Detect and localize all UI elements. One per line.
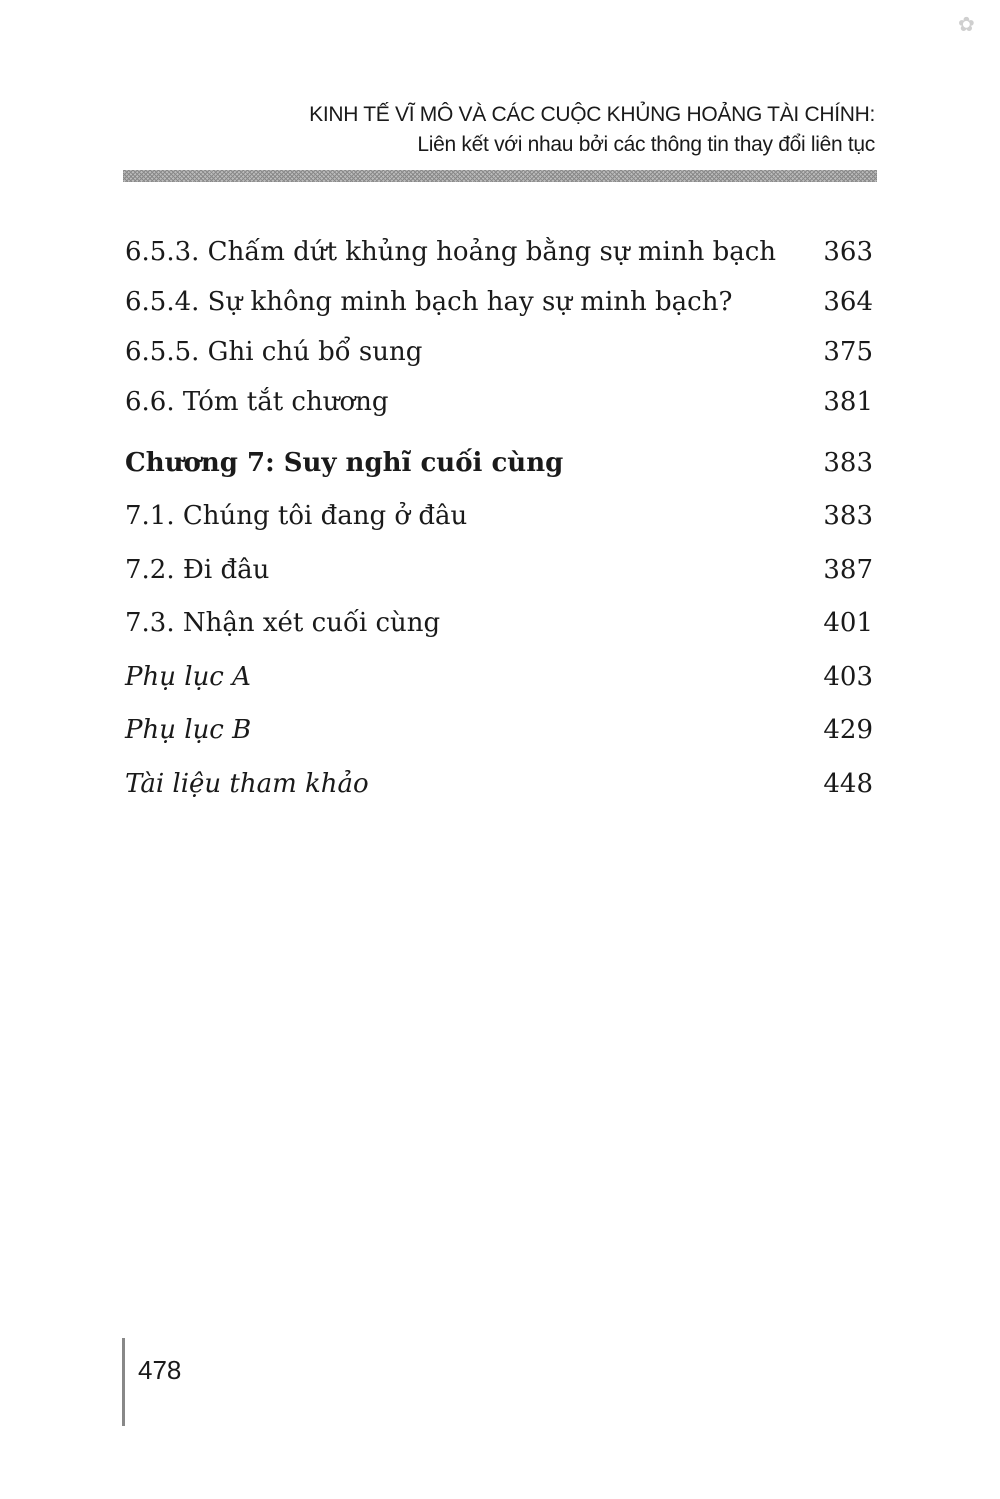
toc-entry-page: 363: [823, 237, 873, 267]
toc-entry-title: 7.2. Đi đâu: [125, 555, 270, 585]
toc-entry: [125, 386, 873, 418]
toc-entry-title: 7.1. Chúng tôi đang ở đâu: [125, 501, 468, 531]
header-divider: [123, 170, 877, 182]
page-number-rule: [122, 1338, 125, 1426]
toc-entry-title: Chương 7: Suy nghĩ cuối cùng: [125, 448, 564, 478]
toc-entry-page: 383: [823, 501, 873, 531]
running-header-title: KINH TẾ VĨ MÔ VÀ CÁC CUỘC KHỦNG HOẢNG TÀI CHÍNH:: [309, 103, 875, 126]
toc-entry-title: 6.5.5. Ghi chú bổ sung: [125, 337, 423, 367]
toc-entry-page: 375: [823, 337, 873, 367]
toc-entry-title: Phụ lục B: [125, 715, 252, 745]
toc-entry-title: Phụ lục A: [125, 662, 251, 692]
page-number: 478: [138, 1355, 182, 1385]
toc-entry-title: Tài liệu tham khảo: [125, 769, 369, 799]
flower-logo-icon: ✿: [958, 12, 975, 36]
toc-entry-page: 448: [823, 769, 873, 799]
toc-entry: [125, 236, 873, 268]
toc-entry: [125, 286, 873, 318]
toc-entry: [125, 661, 873, 693]
toc-entry: [125, 554, 873, 586]
toc-entry-title: 6.5.4. Sự không minh bạch hay sự minh bạch?: [125, 287, 733, 317]
toc-entry-page: 381: [823, 387, 873, 417]
toc-entry: [125, 768, 873, 800]
toc-entry-title: 7.3. Nhận xét cuối cùng: [125, 608, 441, 638]
toc-entry: [125, 714, 873, 746]
toc-entry-page: 387: [823, 555, 873, 585]
toc-entry-page: 383: [823, 448, 873, 478]
toc-entry: [125, 607, 873, 639]
toc-entry-page: 429: [823, 715, 873, 745]
toc-entry-page: 401: [823, 608, 873, 638]
toc-entry-page: 403: [823, 662, 873, 692]
toc-entry: [125, 447, 873, 479]
toc-entry-page: 364: [823, 287, 873, 317]
running-header-subtitle: Liên kết với nhau bởi các thông tin thay đổi liên tục: [417, 133, 875, 156]
toc-entry-title: 6.5.3. Chấm dứt khủng hoảng bằng sự minh bạch: [125, 237, 777, 267]
toc-entry: [125, 336, 873, 368]
toc-entry: [125, 500, 873, 532]
toc-entry-title: 6.6. Tóm tắt chương: [125, 387, 389, 417]
